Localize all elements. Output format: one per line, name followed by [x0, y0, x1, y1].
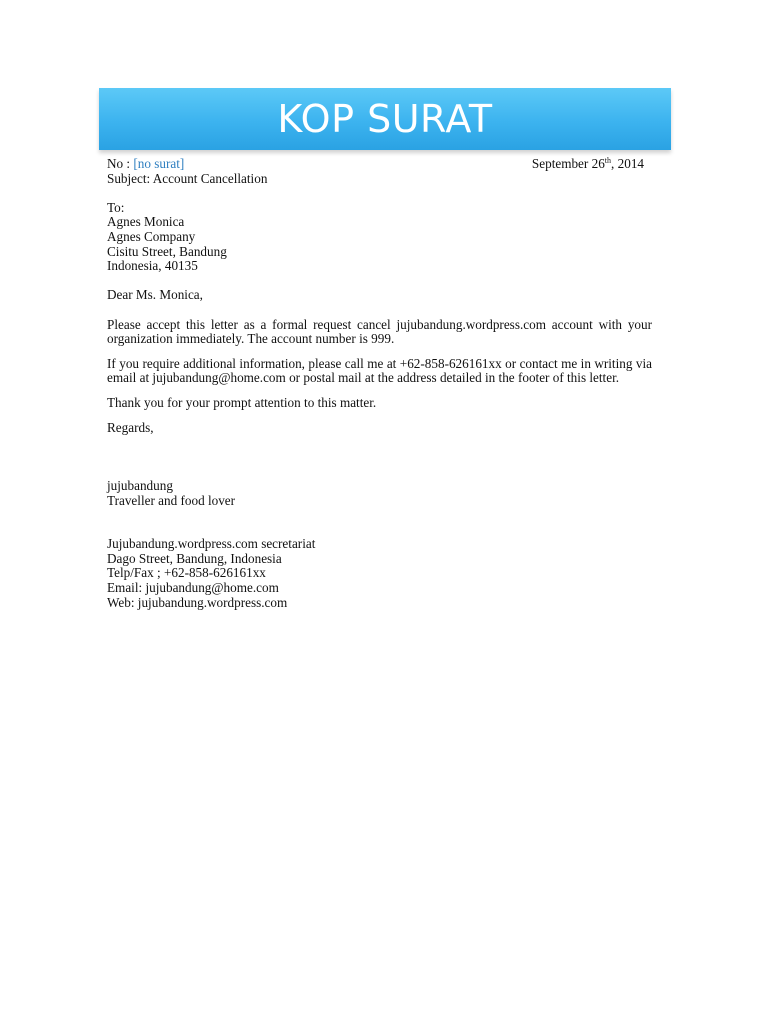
footer-email: Email: jujubandung@home.com — [107, 580, 279, 596]
footer-address: Dago Street, Bandung, Indonesia — [107, 550, 282, 566]
recipient-to-label: To: — [107, 199, 125, 215]
salutation: Dear Ms. Monica, — [107, 287, 203, 303]
letter-number-label: No : — [107, 156, 134, 171]
date-month-day: September 26 — [531, 156, 605, 171]
recipient-name: Agnes Monica — [107, 214, 185, 230]
letter-number-value: [no surat] — [133, 156, 185, 171]
date-ordinal: th — [604, 156, 612, 165]
date-year: , 2014 — [611, 156, 644, 171]
closing: Regards, — [107, 419, 154, 435]
signature-name: jujubandung — [107, 478, 173, 494]
letterhead-title: KOP SURAT — [277, 97, 493, 141]
recipient-company: Agnes Company — [107, 228, 196, 244]
signature-title: Traveller and food lover — [107, 492, 236, 508]
footer-block — [107, 537, 652, 610]
footer-web: Web: jujubandung.wordpress.com — [107, 594, 288, 610]
paragraph-contact: If you require additional information, please call me at +62-858-626161xx or contact me in writing via email at jujubandung@home.com or postal mail at the address detailed in the footer of this letter. — [107, 355, 652, 386]
signature-block — [107, 479, 652, 508]
paragraph-thanks: Thank you for your prompt attention to this matter. — [107, 394, 377, 410]
letter-subject: Subject: Account Cancellation — [107, 170, 268, 186]
letter-number — [107, 157, 184, 172]
letter-date — [532, 157, 644, 172]
recipient-street: Cisitu Street, Bandung — [107, 243, 227, 259]
recipient-country: Indonesia, 40135 — [107, 258, 198, 274]
footer-phone: Telp/Fax ; +62-858-626161xx — [107, 565, 266, 581]
letterhead-banner — [99, 88, 671, 150]
footer-org: Jujubandung.wordpress.com secretariat — [107, 536, 316, 552]
letter-meta-row — [107, 157, 652, 172]
letter-body — [107, 157, 652, 610]
recipient-block — [107, 201, 652, 274]
paragraph-request: Please accept this letter as a formal request cancel jujubandung.wordpress.com account with your organization immediately. The account number is 999. — [107, 316, 652, 347]
